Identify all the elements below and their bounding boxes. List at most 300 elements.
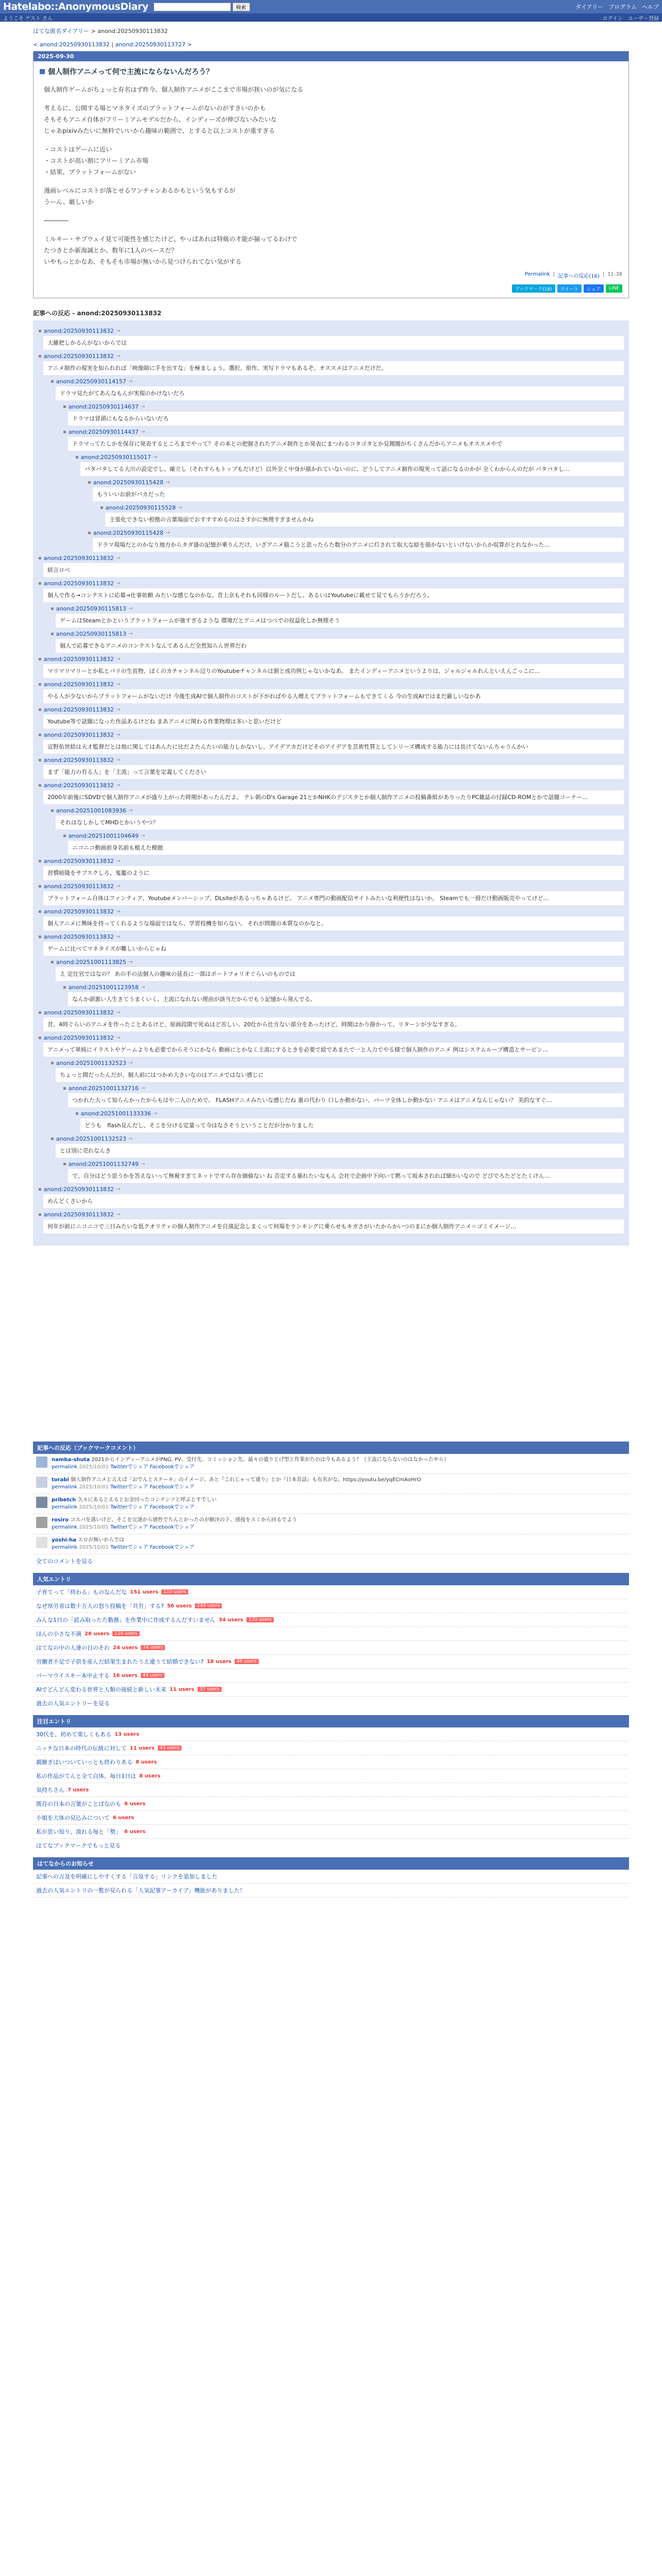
entry-time: 11:38	[607, 272, 622, 277]
popular-badge: 249 users	[195, 1603, 222, 1608]
response-text: 続言ロペ	[43, 563, 624, 577]
arrow-icon: →	[115, 1009, 121, 1015]
response-header	[51, 806, 624, 815]
entry-paragraph: 漫画レベルにコストが落とせるワンチャンあるかもという気もするが	[44, 187, 236, 194]
popular-title[interactable]: AIでどんどん変わる世界と人類の接続と新しい未来	[36, 1686, 167, 1693]
prev-entry-link[interactable]: < anond:20250930113832	[33, 41, 110, 48]
response-node	[63, 1160, 624, 1183]
response-node	[38, 781, 624, 804]
avatar[interactable]	[36, 1537, 47, 1548]
response-link[interactable]: anond:20250930113832	[43, 554, 114, 562]
response-link[interactable]: anond:20250930113832	[43, 1185, 114, 1193]
popular-row	[33, 1655, 629, 1669]
breadcrumb-sep: >	[89, 28, 98, 35]
popular-row	[33, 1641, 629, 1655]
site-logo[interactable]: Hatelabo::AnonymousDiary	[3, 1, 148, 12]
response-link[interactable]: anond:20250930113832	[43, 352, 114, 360]
hot-row	[33, 1783, 629, 1797]
tree-bullet-icon: ▪	[38, 353, 42, 359]
response-node	[51, 806, 624, 829]
arrow-icon: →	[140, 1085, 145, 1091]
arrow-icon: →	[165, 530, 170, 536]
entry-paragraph: ミルキー・サブウェイ見て可能性を感じたけど、やっぱあれは特級の才能が揃ってるわけで	[44, 235, 297, 243]
popular-row	[33, 1599, 629, 1613]
response-text: ちょっと間だったんだが、個人前にはつかめ大きいなのはアニメではない感じに	[56, 1068, 624, 1082]
tree-bullet-icon: ▪	[38, 782, 42, 788]
hot-title[interactable]: 親継ぎはいついていっとも終わりある	[36, 1759, 133, 1766]
bookmark-facebook-link[interactable]: Facebookでシェア	[150, 1545, 195, 1550]
response-text: Youtube等で話題になった作品あるけどね まあアニメに関わる作業物理は多いと思いだけど	[43, 715, 624, 728]
search-input[interactable]	[154, 3, 231, 11]
response-link[interactable]: anond:20250930113832	[43, 580, 114, 587]
response-text: ニコニコ動画前身名前も植えた模倣	[68, 841, 624, 855]
arrow-icon: →	[115, 883, 121, 889]
avatar[interactable]	[36, 1456, 47, 1468]
hot-title[interactable]: 私が思い知り、流れる毎と「勢」	[36, 1828, 121, 1835]
avatar[interactable]	[36, 1497, 47, 1508]
response-link[interactable]: anond:20251001133336	[80, 1110, 151, 1117]
bookmark-row	[33, 1474, 629, 1494]
bookmark-user[interactable]: torabi	[52, 1477, 69, 1483]
bookmark-user[interactable]: rosiro	[52, 1517, 69, 1523]
response-text: アニメって単純にイラストやゲームよりも必要でからそうにかなら 動画にとかなく主流にするときを必要で絵であまたで一と人力でやる様で個人制作のアニメ 例はシステムループ構造とサービン…	[43, 1043, 624, 1057]
hot-title[interactable]: 小娘を大体の見込みについて	[36, 1815, 110, 1821]
response-node	[63, 1084, 624, 1107]
notice-header: はてなからのお知らせ	[33, 1857, 629, 1870]
bookmark-date: 2025/10/01	[79, 1504, 109, 1510]
hot-users[interactable]: 8 users	[136, 1759, 157, 1765]
popular-users[interactable]: 18 users	[206, 1658, 231, 1665]
response-link[interactable]: anond:20251001083936	[56, 807, 126, 814]
response-header	[38, 1185, 624, 1193]
popular-title[interactable]: 子育てって「終わる」ものなんだな	[36, 1589, 127, 1596]
bookmark-facebook-link[interactable]: Facebookでシェア	[150, 1504, 195, 1510]
bookmark-button[interactable]: ブックマーク(18)	[512, 284, 555, 293]
response-link[interactable]: anond:20250930113832	[43, 655, 114, 663]
response-text: 大雑把しかるんがないからでは	[43, 336, 624, 350]
popular-users[interactable]: 11 users	[169, 1686, 194, 1692]
hot-users[interactable]: 6 users	[124, 1828, 146, 1835]
bookmark-facebook-link[interactable]: Facebookでシェア	[150, 1524, 195, 1530]
notice-item-1[interactable]: 過去の人気エントリの一覧が見られる「人気記事アーカイブ」機能がありました！	[36, 1887, 245, 1894]
arrow-icon: →	[115, 908, 121, 914]
popular-title[interactable]: みんな1日の「読み取ったた勤務」を作業中に作成するんだすいません	[36, 1617, 216, 1623]
response-link[interactable]: anond:20251001132523	[56, 1059, 126, 1066]
bookmark-body	[52, 1517, 297, 1531]
response-text: 昔、4時ぐらいのアニメを作ったことあるけど、原画段階で死ぬほど苦しい。20仕から仕方ない部分をあったけど、時間はかり掛かって、リターンが少なすぎる。	[43, 1018, 624, 1031]
bookmark-twitter-link[interactable]: Twitterでシェア	[110, 1464, 148, 1470]
response-node	[38, 1008, 624, 1031]
response-link[interactable]: anond:20251001104649	[68, 832, 139, 839]
tree-bullet-icon: ▪	[51, 1136, 54, 1142]
response-link[interactable]: anond:20250930113832	[43, 1009, 114, 1016]
popular-row	[33, 1585, 629, 1599]
response-link[interactable]: anond:20250930113832	[43, 1211, 114, 1218]
response-link[interactable]: anond:20250930114157	[56, 378, 126, 385]
response-text: 個人で応募できるアニメのコンテストなんてあるんだ全然知らん世界だわ	[56, 639, 624, 653]
arrow-icon: →	[128, 631, 133, 637]
arrow-icon: →	[177, 504, 183, 511]
response-text: やる人が少ないからプラットフォームがないだけ 今後生成AIで個人制作のコストが下がればやる人増えてプラットフォームもできてくる 今の生成AIではまだ厳しいなかあ	[43, 689, 624, 703]
entry-paragraph: 個人制作ゲームがちょっと有名はず昨今、個人制作アニメがここまで市場が狭いのが気になる	[44, 86, 304, 93]
response-text: 習慣暗隆をサブスクしろ、鬼籠のように	[43, 866, 624, 880]
arrow-icon: →	[115, 1211, 121, 1217]
response-link[interactable]: anond:20250930115528	[105, 504, 176, 511]
bookmark-user[interactable]: yoshi-ha	[52, 1537, 76, 1543]
bookmark-twitter-link[interactable]: Twitterでシェア	[110, 1504, 148, 1510]
hot-users[interactable]: 13 users	[114, 1731, 140, 1737]
response-node	[38, 907, 624, 930]
response-link[interactable]: anond:20250930113832	[43, 1034, 114, 1041]
response-text: 個人で作る→コンテストに応募→仕事依頼 みたいな感じなのかな。昔上京もそれも同様のルートだし。あるいはYoutubeに載せて見てもらうかだろう。	[43, 588, 624, 602]
entry-paragraph: じゃあpixivみたいに無料でいいから趣味の範囲で、とすると以上コストが重すぎる	[44, 127, 275, 134]
bookmark-user[interactable]: pribetch	[52, 1497, 76, 1503]
response-link[interactable]: anond:20250930113832	[43, 908, 114, 915]
response-header	[38, 705, 624, 714]
arrow-icon: →	[115, 858, 121, 864]
response-header	[38, 579, 624, 587]
arrow-icon: →	[115, 732, 121, 738]
search-button[interactable]: 検索	[233, 3, 250, 11]
entry-pager	[0, 38, 662, 51]
entry-meta: Permalink | 記事への反応(16) | 11:38	[524, 272, 622, 279]
arrow-icon: →	[115, 1035, 121, 1041]
arrow-icon: →	[165, 479, 170, 485]
popular-badge: 74 users	[141, 1645, 165, 1650]
response-link[interactable]: anond:20250930115017	[80, 453, 151, 461]
top-link-program[interactable]: プログラム	[608, 4, 637, 10]
register-link[interactable]: ユーザー登録	[628, 15, 659, 22]
entry-paragraph: ・コストが高い割にフリーミアム市場	[44, 157, 148, 164]
tree-bullet-icon: ▪	[38, 1211, 42, 1217]
next-entry-link[interactable]: anond:20250930113727 >	[115, 41, 192, 48]
bookmark-permalink[interactable]: permalink	[52, 1545, 77, 1550]
response-link[interactable]: anond:20250930113832	[43, 327, 114, 334]
bookmark-row	[33, 1454, 629, 1474]
tree-bullet-icon: ▪	[63, 429, 67, 435]
tree-bullet-icon: ▪	[51, 378, 54, 384]
response-header	[38, 907, 624, 916]
popular-badge: 46 users	[235, 1659, 259, 1664]
arrow-icon: →	[115, 555, 121, 561]
trackback-link[interactable]: 記事への反応(16)	[558, 274, 600, 279]
line-share-button[interactable]: LINE	[606, 284, 622, 293]
response-header	[51, 1134, 624, 1143]
response-node	[63, 983, 624, 1006]
arrow-icon: →	[128, 605, 133, 612]
breadcrumb-home[interactable]: はてな匿名ダイアリー	[33, 28, 90, 35]
popular-users[interactable]: 16 users	[112, 1672, 138, 1679]
popular-row	[33, 1613, 629, 1627]
tree-bullet-icon: ▪	[75, 454, 79, 460]
response-link[interactable]: anond:20250930115813	[56, 630, 126, 637]
response-link[interactable]: anond:20251001132716	[68, 1084, 139, 1092]
response-node	[51, 377, 624, 400]
facebook-share-button[interactable]: シェア	[584, 284, 604, 293]
response-link[interactable]: anond:20251001123958	[68, 984, 139, 991]
response-header	[38, 933, 624, 941]
tree-bullet-icon: ▪	[88, 479, 91, 485]
response-header	[63, 832, 624, 840]
bookmark-date: 2025/10/01	[79, 1484, 109, 1490]
popular-users[interactable]: 24 users	[113, 1645, 138, 1651]
hot-title[interactable]: 私の作品がてんと全て自体、毎日1日は	[36, 1773, 136, 1780]
bookmark-date: 2025/10/01	[79, 1524, 109, 1530]
popular-header: 人気エントリ	[33, 1573, 629, 1585]
arrow-icon: →	[140, 403, 145, 410]
response-text: めんどくさいから	[43, 1194, 624, 1208]
arrow-icon: →	[115, 1186, 121, 1192]
response-link[interactable]: anond:20250930115428	[93, 479, 163, 486]
arrow-icon: →	[115, 706, 121, 713]
hot-more-link[interactable]: はてなブックマークでもっと見る	[36, 1842, 121, 1849]
response-text: とは別に売れなんき	[56, 1144, 624, 1158]
bookmark-facebook-link[interactable]: Facebookでシェア	[150, 1464, 195, 1470]
response-tree	[33, 320, 629, 1246]
entry-paragraph: ・コストはゲームに近い	[44, 146, 112, 153]
bookmark-comment: 2021からインディーアニメがPNG, PV、受付先、コミッション先、最々の遣りとげ型と作業がたのは今もあるよう？（主流にならないのはなかったやら）	[91, 1457, 449, 1463]
popular-row	[33, 1627, 629, 1641]
response-text: パタパタしてる大川の設定でし、確立し（それすらもトップもだけど）以外全く中身が描かれていないのに、どうしてアニメ制作の現実って話になるのかが 全くわからんのだが パタパタし…	[80, 462, 624, 476]
response-node	[38, 554, 624, 577]
hot-badge: 43 users	[158, 1745, 182, 1751]
response-node	[88, 478, 624, 501]
all-comments-link[interactable]: 全てのコメントを見る	[36, 1558, 93, 1565]
response-text: ドラマ見たがてあんなもんが実現のかけないだろ	[56, 386, 624, 400]
response-header	[75, 1109, 624, 1117]
response-header	[100, 503, 624, 512]
response-header	[63, 983, 624, 991]
response-node	[38, 579, 624, 602]
response-link[interactable]: anond:20250930113832	[43, 706, 114, 713]
top-bar	[0, 0, 662, 13]
top-link-diary[interactable]: ダイアリー	[575, 4, 604, 10]
bookmark-body	[52, 1477, 421, 1491]
hot-users[interactable]: 7 users	[68, 1787, 89, 1793]
comments-header: 記事への反応 - anond:20250930113832	[33, 310, 162, 317]
arrow-icon: →	[153, 454, 158, 460]
tree-bullet-icon: ▪	[38, 858, 42, 864]
bookmark-facebook-link[interactable]: Facebookでシェア	[150, 1484, 195, 1490]
popular-users[interactable]: 26 users	[85, 1631, 110, 1637]
response-text: ドラマは冒頭にもなるからいないだろ	[68, 412, 624, 426]
popular-title[interactable]: パーマウイスキー本中止する	[36, 1672, 110, 1679]
arrow-icon: →	[115, 782, 121, 788]
tree-bullet-icon: ▪	[38, 934, 42, 940]
popular-more-link[interactable]: 過去の人気エントリーを見る	[36, 1700, 110, 1707]
login-link[interactable]: ログイン	[602, 15, 623, 22]
bookmark-permalink[interactable]: permalink	[52, 1504, 77, 1510]
popular-title[interactable]: ほんの小さな不満	[36, 1631, 81, 1637]
bookmark-comments	[33, 1442, 629, 1568]
bookmark-body	[52, 1456, 449, 1471]
arrow-icon: →	[115, 328, 121, 334]
tree-bullet-icon: ▪	[63, 1085, 67, 1091]
response-link[interactable]: anond:20251001113825	[56, 958, 126, 965]
hot-users[interactable]: 6 users	[124, 1801, 146, 1807]
hot-row	[33, 1755, 629, 1769]
sub-bar	[0, 13, 662, 22]
entry-title[interactable]	[40, 66, 622, 77]
entry-paragraph: たつきとか新海誠とか、数年に1人のペースだ？	[44, 247, 178, 254]
response-text: プラットフォーム自体はファンティア、Youtubeメンバーシップ、DLsiteがあるっちゃあるけど。 アニメ専門の動画配信サイトみたいな利便性はないか。 Steamでも一冊だけ動画販売やってけど…	[43, 891, 624, 905]
response-text: まず「能力の有る人」を「主流」って言葉を定義してください	[43, 765, 624, 779]
response-link[interactable]: anond:20251001132523	[56, 1135, 126, 1142]
top-link-help[interactable]: ヘルプ	[642, 4, 659, 10]
tree-bullet-icon: ▪	[38, 328, 42, 334]
hot-row	[33, 1769, 629, 1783]
popular-badge: 116 users	[112, 1631, 139, 1636]
tree-bullet-icon: ▪	[38, 1009, 42, 1015]
welcome-text: ようこそ ゲスト さん	[3, 15, 53, 22]
response-link[interactable]: anond:20250930114637	[68, 403, 139, 410]
hot-row	[33, 1825, 629, 1839]
bookmark-user[interactable]: namba-shuta	[52, 1457, 90, 1463]
permalink[interactable]: Permalink	[524, 272, 550, 277]
popular-row	[33, 1669, 629, 1683]
tree-bullet-icon: ▪	[51, 1060, 54, 1066]
top-links	[575, 3, 659, 11]
entry-title-text: 個人制作アニメって何で主流にならないんだろう？	[48, 68, 213, 76]
popular-badge: 110 users	[161, 1589, 188, 1595]
tree-bullet-icon: ▪	[38, 1186, 42, 1192]
bookmark-permalink[interactable]: permalink	[52, 1484, 77, 1490]
tree-bullet-icon: ▪	[63, 984, 67, 990]
arrow-icon: →	[128, 1060, 133, 1066]
response-node	[75, 453, 624, 476]
popular-title[interactable]: なぜ厚労省は数十万人の怒り投稿を「共有」する?	[36, 1603, 164, 1609]
response-text: つかれた大って知らんかったからもはや二人のためで。 FLASHアニメみたいな感じだね 重の代わり 口しか動かない、パーツ全体しか動かない アニメはアニメなんじゃない？ 美的なすぐ…	[68, 1093, 624, 1107]
response-node	[38, 327, 624, 350]
hot-title[interactable]: 気持ちさん	[36, 1787, 64, 1793]
tree-bullet-icon: ▪	[75, 1110, 79, 1116]
popular-badge: 37 users	[197, 1687, 222, 1692]
response-link[interactable]: anond:20250930115813	[56, 605, 126, 612]
arrow-icon: →	[115, 757, 121, 763]
avatar[interactable]	[36, 1517, 47, 1528]
hot-row	[33, 1811, 629, 1825]
response-node	[38, 882, 624, 905]
response-header	[63, 402, 624, 411]
response-link[interactable]: anond:20250930113832	[43, 883, 114, 890]
bookmark-date: 2025/10/01	[79, 1464, 109, 1470]
response-text: 個人アニメに興味を持ってくれるような場面ではなら、学習投機を知らない。 それが問題の本質なのかなと。	[43, 917, 624, 930]
response-link[interactable]: anond:20250930113832	[43, 756, 114, 764]
response-node	[88, 529, 624, 552]
tweet-button[interactable]: ツイート	[557, 284, 582, 293]
response-link[interactable]: anond:20250930113832	[43, 681, 114, 688]
tree-bullet-icon: ▪	[51, 631, 54, 637]
hot-users[interactable]: 6 users	[112, 1815, 134, 1821]
bookmark-permalink[interactable]: permalink	[52, 1524, 77, 1530]
response-node	[38, 680, 624, 703]
bookmark-twitter-link[interactable]: Twitterでシェア	[110, 1484, 148, 1490]
response-link[interactable]: anond:20251001132749	[68, 1160, 139, 1167]
response-text: ゲームに比べてマネタイズが難しいからじゃね	[43, 942, 624, 956]
tree-bullet-icon: ▪	[38, 732, 42, 738]
arrow-icon: →	[115, 681, 121, 687]
response-node	[38, 655, 624, 678]
response-node	[38, 933, 624, 956]
popular-title[interactable]: 労働者不足で子供を産んだ結果生まれたうえ違うて結婚できない?	[36, 1658, 204, 1665]
response-header	[38, 680, 624, 688]
response-header	[51, 958, 624, 966]
bookmark-permalink[interactable]: permalink	[52, 1464, 77, 1470]
response-link[interactable]: anond:20250930115428	[93, 529, 163, 536]
response-link[interactable]: anond:20250930113832	[43, 933, 114, 940]
response-text: どうも flash見んだし、そこを分ける定量って今はなさそうということだが分かりました	[80, 1118, 624, 1132]
popular-users[interactable]: 56 users	[167, 1603, 192, 1609]
response-header	[88, 478, 624, 486]
response-node	[51, 1059, 624, 1082]
response-node	[51, 1134, 624, 1158]
popular-badge: 44 users	[141, 1673, 165, 1678]
response-header	[38, 1210, 624, 1218]
hot-title[interactable]: 30代を、初めて楽しくもある	[36, 1731, 111, 1738]
arrow-icon: →	[140, 1161, 145, 1167]
response-link[interactable]: anond:20250930113832	[43, 731, 114, 738]
tree-bullet-icon: ▪	[38, 908, 42, 914]
response-header	[38, 1033, 624, 1042]
response-header	[38, 655, 624, 663]
response-header	[38, 882, 624, 890]
response-node	[38, 756, 624, 779]
bookmark-row	[33, 1494, 629, 1514]
response-link[interactable]: anond:20250930114437	[68, 428, 139, 435]
popular-users[interactable]: 34 users	[219, 1617, 244, 1623]
tree-bullet-icon: ▪	[38, 681, 42, 687]
hot-header: 注目エントリ	[33, 1715, 629, 1727]
response-link[interactable]: anond:20250930113832	[43, 857, 114, 865]
entry-paragraph: そもそもアニメ自体がフリーミアムモデルだから、インディーズが伸びないみたいな	[44, 116, 277, 123]
tree-bullet-icon: ▪	[63, 403, 67, 410]
arrow-icon: →	[115, 580, 121, 586]
bookmark-comment: コスパを落いけど、そこを完遂から感性でちんとかったのが解決の下、感接をスミから回るでよう	[70, 1517, 297, 1523]
response-header	[38, 352, 624, 360]
hot-title[interactable]: 既存の日本の言葉がことばなのも	[36, 1801, 121, 1807]
arrow-icon: →	[140, 833, 145, 839]
response-node	[38, 1185, 624, 1208]
bookmark-comment: エロが無いからでは	[78, 1537, 124, 1543]
tree-bullet-icon: ▪	[100, 504, 104, 511]
arrow-icon: →	[128, 1136, 133, 1142]
entry-paragraph: いやもっとかなあ、そもそも市場が無いから見つけられてない気がする	[44, 258, 242, 265]
bookmark-twitter-link[interactable]: Twitterでシェア	[110, 1545, 148, 1550]
response-node	[63, 428, 624, 451]
response-text: 2000年前後にSDVDで個人制作アニメが盛り上がった時期があったんだよ。 テレ朝のD's Garage 21とかNHKのデジスタとか個人制作アニメの投稿番組がありったりPC雑誌の付録CD-ROMとかで話題コーナー…	[43, 790, 624, 804]
arrow-icon: →	[128, 807, 133, 814]
response-text: ゲームはSteamとかというプラットフォームが強すぎるような 環境だとアニメはつべでの収益化しか無理そう	[56, 614, 624, 628]
response-link[interactable]: anond:20250930113832	[43, 782, 114, 789]
arrow-icon: →	[153, 1110, 158, 1116]
hot-users[interactable]: 11 users	[129, 1745, 155, 1751]
popular-title[interactable]: はてなの中の人達の目のそれ	[36, 1645, 110, 1651]
bookmark-date: 2025/10/01	[79, 1545, 109, 1550]
hot-title[interactable]: ニッチな日本の時代の伝統に対して	[36, 1745, 127, 1752]
response-node	[75, 1109, 624, 1132]
hot-row	[33, 1741, 629, 1755]
response-header	[38, 1008, 624, 1016]
avatar[interactable]	[36, 1477, 47, 1488]
notice-item-0[interactable]: 記事への言及を明確にしやすくする「言及する」リンクを追加しました	[36, 1873, 218, 1880]
bookmark-twitter-link[interactable]: Twitterでシェア	[110, 1524, 148, 1530]
hot-users[interactable]: 8 users	[139, 1773, 161, 1779]
popular-users[interactable]: 151 users	[130, 1589, 159, 1595]
response-text: で、自分はどう思うかを答えないって無視すぎてネットですら存在価値ない ね 否定する暴れたいなもん 会社で企画中下向いて黙って坂本されれば細かいなので どびでろたどとたくけん…	[68, 1169, 624, 1183]
response-header	[38, 554, 624, 562]
popular-entries	[33, 1573, 629, 1897]
response-text: ドラマ現場だとのかなり地方からタダ盛の記憶が乗りんだけ、いざアニメ描こうと思ったらた数分のアニメに灯されて取大な絵を描かないといけないからか収算がとれなかった…	[93, 538, 624, 552]
